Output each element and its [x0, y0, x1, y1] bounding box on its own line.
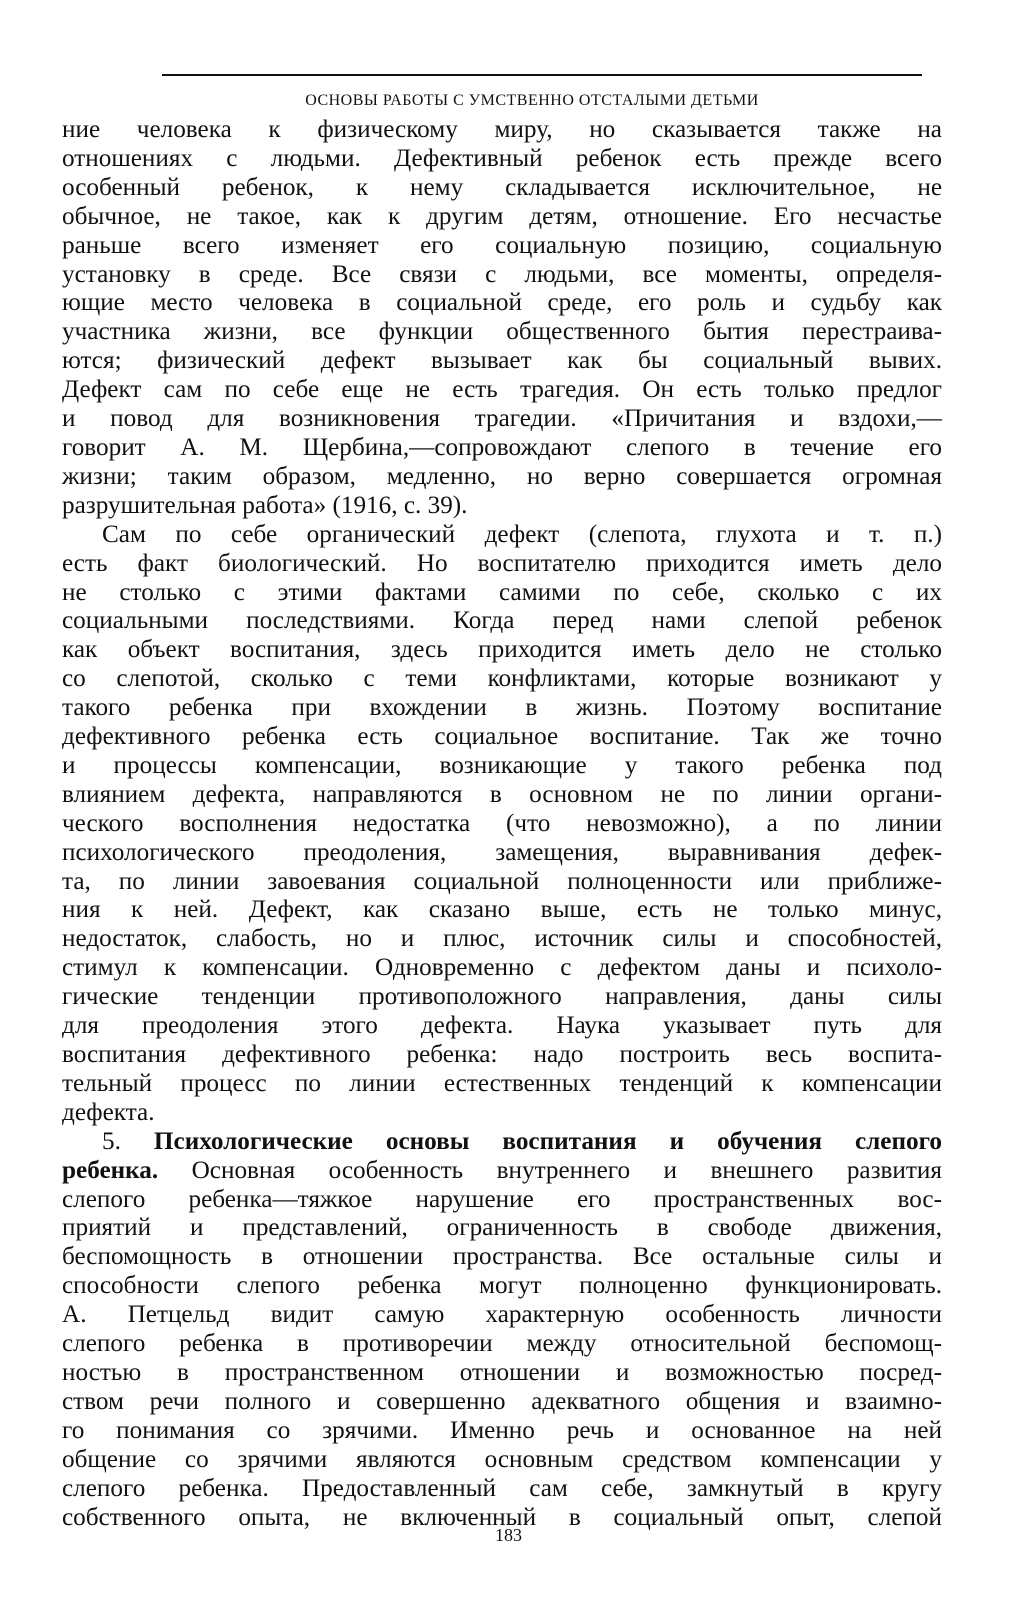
text-line: психологического преодоления, замещения, выравнивания дефек- [62, 838, 942, 866]
paragraph-1 [62, 116, 942, 521]
text-line: способности слепого ребенка могут полноценно функционировать. [62, 1272, 942, 1300]
text-line: слепого ребенка. Предоставленный сам себе, замкнутый в кругу [62, 1474, 942, 1502]
text-line: тельный процесс по линии естественных тенденций к компенсации [62, 1069, 942, 1097]
text-line: жизни; таким образом, медленно, но верно совершается огромная [62, 462, 942, 490]
text-line: стимул к компенсации. Одновременно с дефектом даны и психоло- [62, 954, 942, 982]
text-line: и процессы компенсации, возникающие у такого ребенка под [62, 751, 942, 779]
text-line: разрушительная работа» (1916, с. 39). [62, 491, 468, 519]
book-page [62, 74, 942, 1532]
text-line: участника жизни, все функции общественного бытия перестраива- [62, 318, 942, 346]
text-line: со слепотой, сколько с теми конфликтами, которые возникают у [62, 665, 942, 693]
text-line: воспитания дефективного ребенка: надо построить весь воспита- [62, 1041, 942, 1068]
text-line: говорит А. М. Щербина,—сопровождают слепого в течение его [62, 433, 942, 461]
text-line: А. Петцельд видит самую характерную особенность личности [62, 1301, 942, 1329]
text-line [62, 1157, 942, 1186]
page-number: 183 [495, 1525, 522, 1545]
text-line: беспомощность в отношении пространства. Все остальные силы и [62, 1243, 942, 1271]
text-line: Сам по себе органический дефект (слепота, глухота и т. п.) [102, 520, 942, 548]
text-line: Дефект сам по себе еще не есть трагедия. Он есть только предлог [62, 376, 942, 404]
text-line: отношениях с людьми. Дефективный ребенок есть прежде всего [62, 144, 942, 172]
text-line: дефекта. [62, 1098, 155, 1126]
text-line: ются; физический дефект вызывает как бы социальный вывих. [62, 347, 942, 375]
text-line: влиянием дефекта, направляются в основном не по линии органи- [62, 780, 942, 808]
text-line: дефективного ребенка есть социальное воспитание. Так же точно [62, 723, 942, 751]
text-line: и повод для возникновения трагедии. «Причитания и вздохи,— [62, 405, 942, 433]
text-run: Основная особенность внутреннего и внешнего развития [158, 1156, 942, 1184]
text-line: особенный ребенок, к нему складывается исключительное, не [62, 173, 942, 201]
text-line: для преодоления этого дефекта. Наука указывает путь для [62, 1012, 942, 1040]
text-line: недостаток, слабость, но и плюс, источник силы и способностей, [62, 925, 942, 953]
text-line: обычное, не такое, как к другим детям, отношение. Его несчастье [62, 202, 942, 230]
text-line: ющие место человека в социальной среде, его роль и судьбу как [62, 289, 942, 317]
text-line: ческого восполнения недостатка (что невозможно), а по линии [62, 809, 942, 837]
running-head: ОСНОВЫ РАБОТЫ С УМСТВЕННО ОТСТАЛЫМИ ДЕТЬМИ [305, 92, 759, 109]
text-line: как объект воспитания, здесь приходится иметь дело не столько [62, 636, 942, 664]
text-line: такого ребенка при вхождении в жизнь. Поэтому воспитание [62, 694, 942, 722]
text-line: установку в среде. Все связи с людьми, все моменты, определя- [62, 260, 942, 288]
text-line: ством речи полного и совершенно адекватного общения и взаимно- [62, 1387, 942, 1415]
text-line: слепого ребенка—тяжкое нарушение его пространственных вос- [62, 1185, 942, 1213]
section-number: 5. [102, 1127, 154, 1155]
header-rule [162, 74, 922, 76]
text-line: гические тенденции противоположного направления, даны силы [62, 983, 942, 1011]
text-line: слепого ребенка в противоречии между относительной беспомощ- [62, 1330, 942, 1358]
paragraph-2 [62, 521, 942, 1128]
text-line: ностью в пространственном отношении и возможностью посред- [62, 1358, 942, 1386]
text-line: приятий и представлений, ограниченность в свободе движения, [62, 1214, 942, 1242]
text-line: ние человека к физическому миру, но сказывается также на [62, 116, 942, 143]
text-line: общение со зрячими являются основным средством компенсации у [62, 1445, 942, 1473]
text-line: есть факт биологический. Но воспитателю приходится иметь дело [62, 549, 942, 577]
text-line: социальными последствиями. Когда перед нами слепой ребенок [62, 607, 942, 635]
section-heading-line [62, 1128, 942, 1157]
paragraph-3 [62, 1128, 942, 1533]
text-line: го понимания со зрячими. Именно речь и основанное на ней [62, 1416, 942, 1444]
text-line: раньше всего изменяет его социальную позицию, социальную [62, 231, 942, 259]
text-line: та, по линии завоевания социальной полноценности или приближе- [62, 867, 942, 895]
section-heading-continued: ребенка. [62, 1156, 159, 1184]
text-line: не столько с этими фактами самими по себе, сколько с их [62, 578, 942, 606]
text-line: ния к ней. Дефект, как сказано выше, есть не только минус, [62, 896, 942, 924]
text-line: собственного опыта, не включенный в социальный опыт, слепой [62, 1503, 942, 1531]
section-heading: Психологические основы воспитания и обучения слепого [153, 1127, 942, 1155]
